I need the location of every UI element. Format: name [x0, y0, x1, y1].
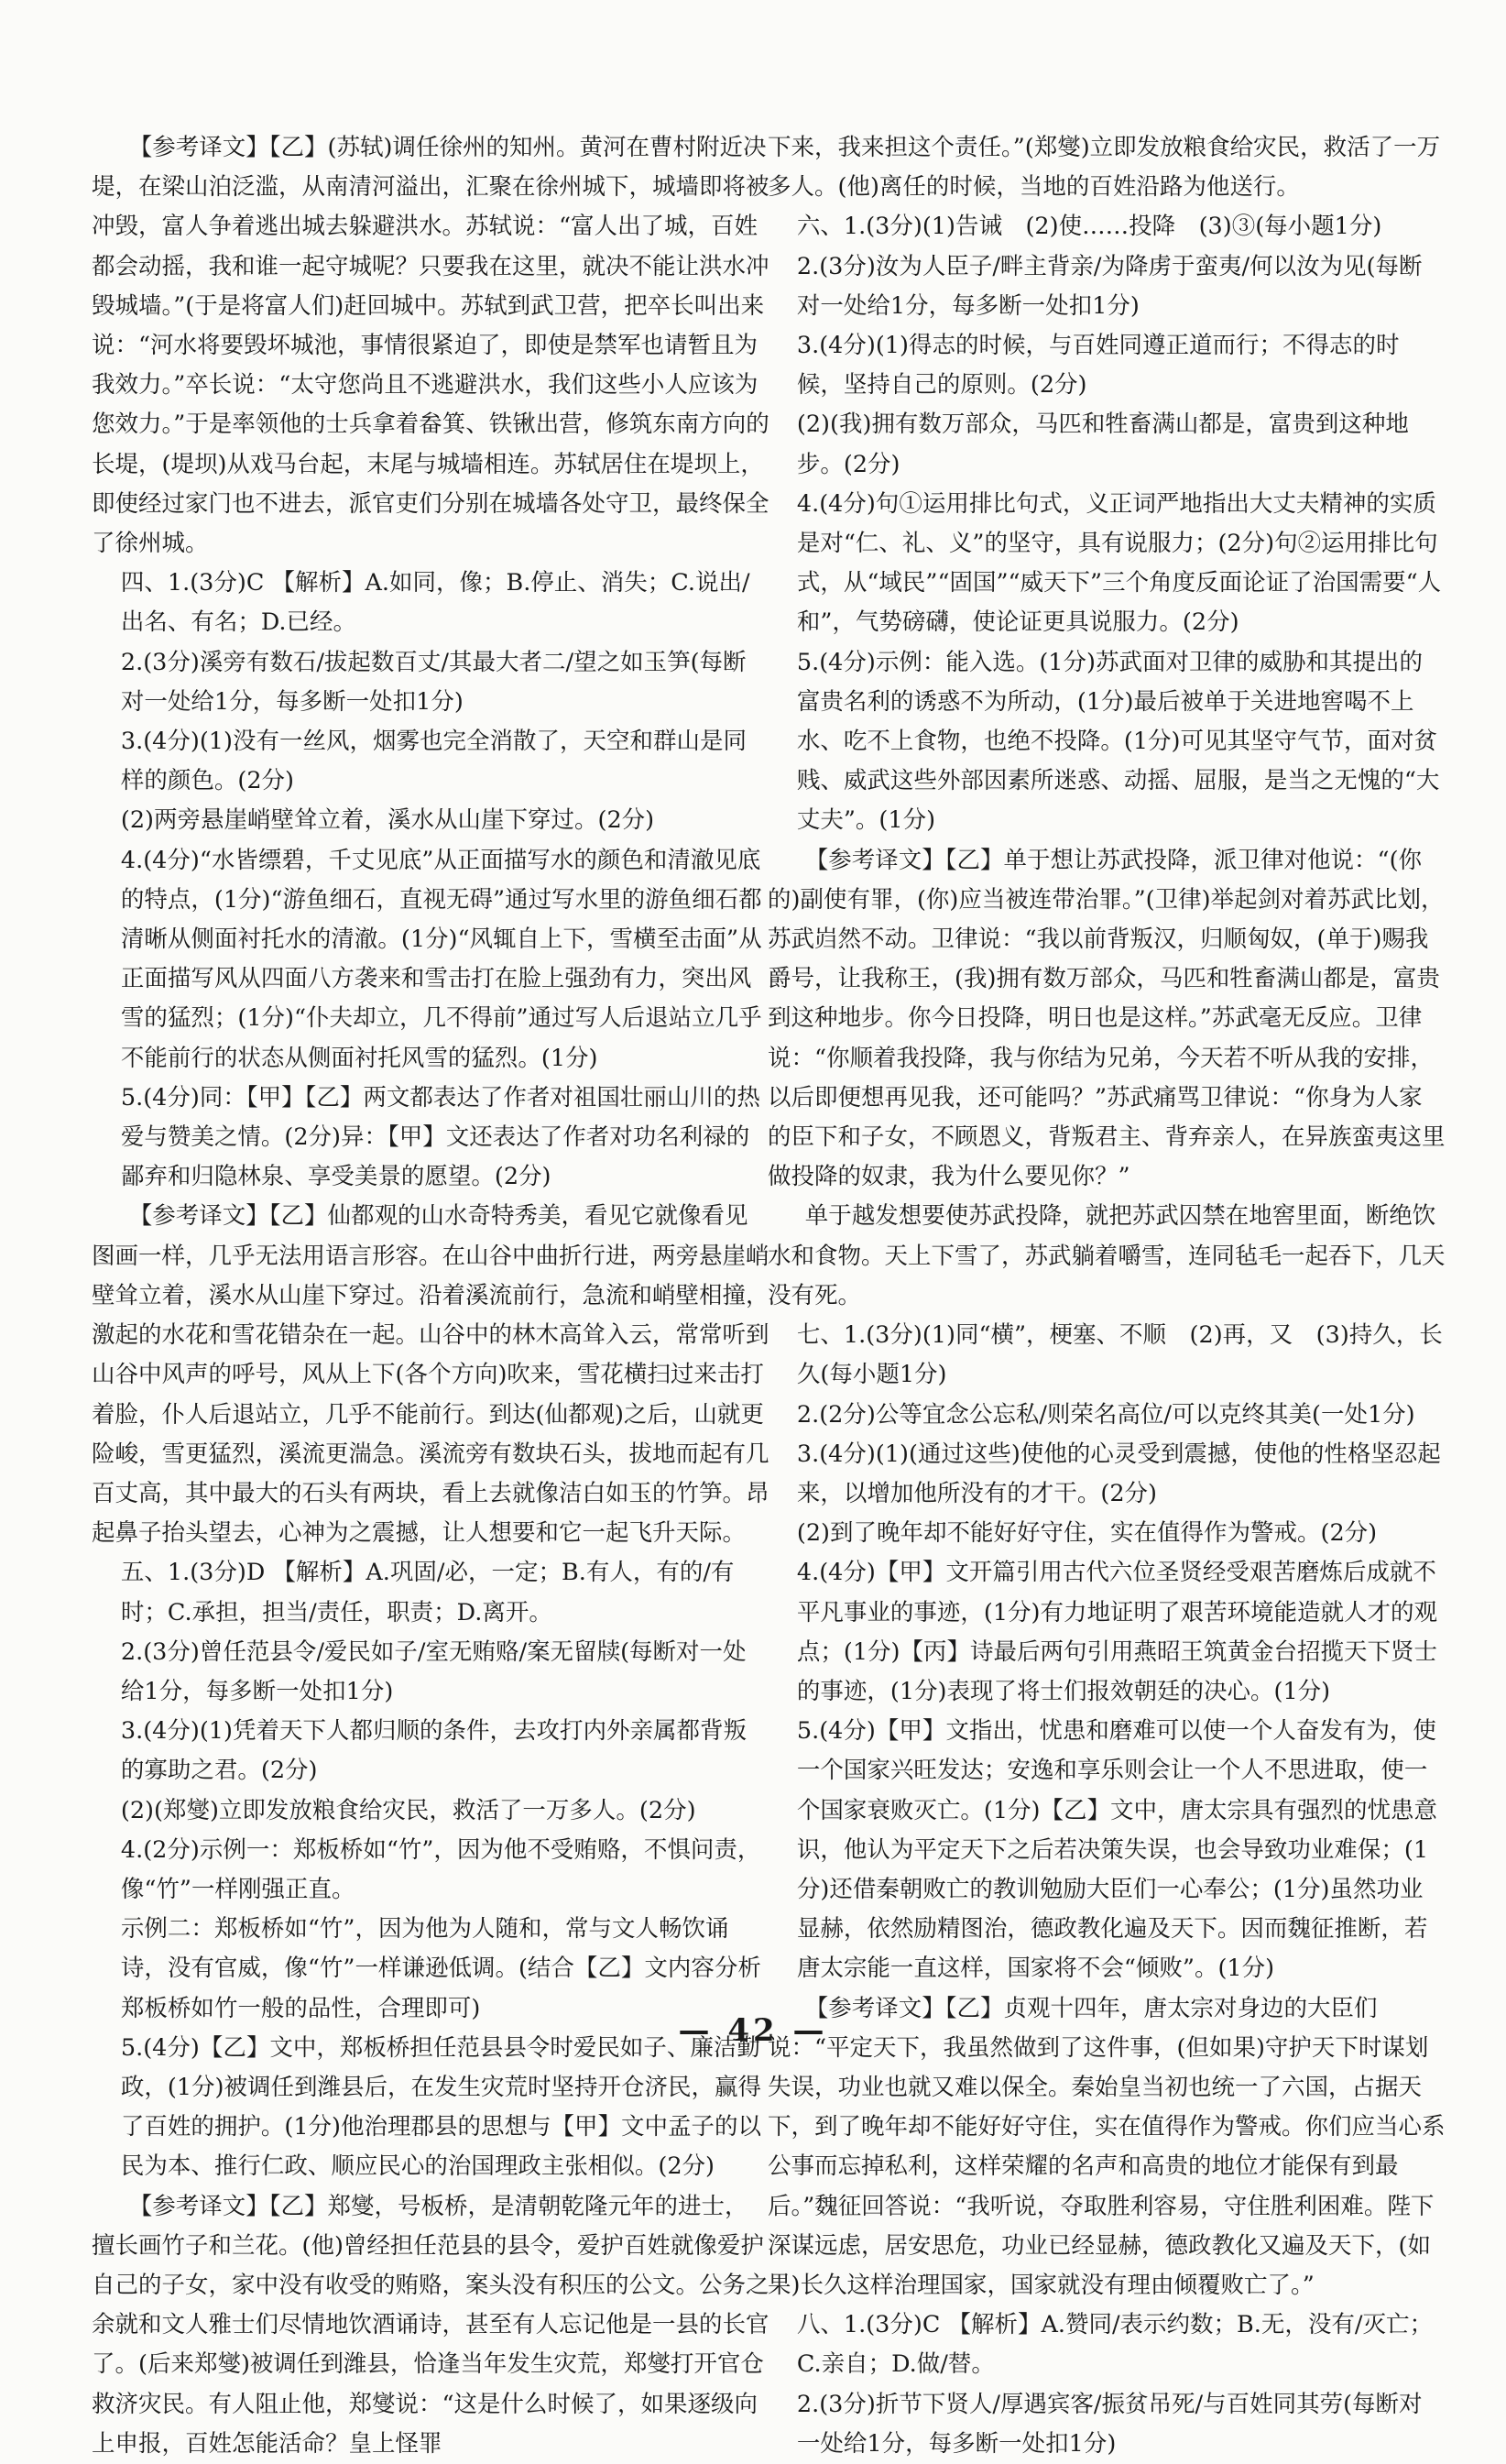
translation-paragraph: 【参考译文】【乙】单于想让苏武投降，派卫律对他说：“(你的)副使有罪，(你)应当被连带治罪。”(卫律)举起剑对着苏武比划，苏武岿然不动。卫律说：“我以前背叛汉，归顺匈奴，(单于)赐我爵号，让我称王，(我)拥有数万部众，马匹和牲畜满山都是，富贵到这种地步。你今日投降，明日也是这样。”苏武毫无反应。卫律说：“你顺着我投降，我与你结为兄弟，今天若不听从我的安排，以后即便想再见我，还可能吗？”苏武痛骂卫律说：“你身为人家的臣下和子女，不顾恩义，背叛君主、背弃亲人，在异族蛮夷这里做投降的奴隶，我为什么要见你？”	[768, 846, 1446, 1191]
answer-item: 2.(3分)曾任范县令/爱民如子/室无贿赂/案无留牍(每断对一处给1分，每多断一处扣1分)	[120, 1637, 747, 1705]
answer-item: 3.(4分)(1)得志的时候，与百姓同遵正道而行；不得志的时候，坚持自己的原则。(2分)	[796, 332, 1400, 400]
answer-item: 5.(4分)同：【甲】【乙】两文都表达了作者对祖国壮丽山川的热爱与赞美之情。(2分)异：【甲】文还表达了作者对功名利禄的鄙弃和归隐林泉、享受美景的愿望。(2分)	[120, 1083, 760, 1191]
answer-item: 4.(4分)【甲】文开篇引用古代六位圣贤经受艰苦磨炼后成就不平凡事业的事迹，(1分)有力地证明了艰苦环境能造就人才的观点；(1分)【丙】诗最后两句引用燕昭王筑黄金台招揽天下贤士的事迹，(1分)表现了将士们报效朝廷的决心。(1分)	[796, 1559, 1437, 1705]
answer-item: 2.(3分)折节下贤人/厚遇宾客/振贫吊死/与百姓同其劳(每断对一处给1分，每多断一处扣1分)	[796, 2390, 1423, 2458]
answer-item: 七、1.(3分)(1)同“横”，梗塞、不顺 (2)再，又 (3)持久，长久(每小题1分)	[796, 1321, 1443, 1389]
answer-item: 八、1.(3分)C 【解析】A.赞同/表示约数；B.无，没有/灭亡；C.亲自；D.做/替。	[796, 2311, 1433, 2379]
translation-paragraph: 【参考译文】【乙】贞观十四年，唐太宗对身边的大臣们说：“平定天下，我虽然做到了这件事，(但如果)守护天下时谋划失误，功业也就又难以保全。秦始皇当初也统一了六国，占据天下，到了晚年却不能好好守住，实在值得作为警戒。你们应当心系公事而忘掉私利，这样荣耀的名声和高贵的地位才能保有到最后。”魏征回答说：“我听说，夺取胜利容易，守住胜利困难。陛下深谋远虑，居安思危，功业已经显赫，德政教化又遍及天下，(如果)长久这样治理国家，国家就没有理由倾覆败亡了。”	[768, 1994, 1446, 2299]
answer-item: 5.(4分)【甲】文指出，忧患和磨难可以使一个人奋发有为，使一个国家兴旺发达；安逸和享乐则会让一个人不思进取，使一个国家衰败灭亡。(1分)【乙】文中，唐太宗具有强烈的忧患意识，他认为平定天下之后若决策失误，也会导致功业难保；(1分)还借秦朝败亡的教训勉励大臣们一心奉公；(1分)虽然功业显赫，依然励精图治，德政教化遍及天下。因而魏征推断，若唐太宗能一直这样，国家将不会“倾败”。(1分)	[796, 1717, 1437, 1983]
answer-item: (2)两旁悬崖峭壁耸立着，溪水从山崖下穿过。(2分)	[120, 806, 655, 835]
answer-item: 2.(3分)汝为人臣子/畔主背亲/为降虏于蛮夷/何以汝为见(每断对一处给1分，每多断一处扣1分)	[796, 252, 1423, 320]
right-column	[768, 128, 1446, 2464]
answer-item: 5.(4分)示例：能入选。(1分)苏武面对卫律的威胁和其提出的富贵名利的诱惑不为所动，(1分)最后被单于关进地窖喝不上水、吃不上食物，也绝不投降。(1分)可见其坚守气节，面对贫贱、威武这些外部因素所迷惑、动摇、屈服，是当之无愧的“大丈夫”。(1分)	[796, 648, 1440, 835]
answer-item: 2.(3分)溪旁有数石/拔起数百丈/其最大者二/望之如玉笋(每断对一处给1分，每多断一处扣1分)	[120, 648, 747, 716]
answer-item: 示例二：郑板桥如“竹”，因为他为人随和，常与文人畅饮诵诗，没有官威，像“竹”一样谦逊低调。(结合【乙】文内容分析郑板桥如竹一般的品性，合理即可)	[120, 1915, 761, 2022]
answer-item: 五、1.(3分)D 【解析】A.巩固/必，一定；B.有人，有的/有时；C.承担，担当/责任，职责；D.离开。	[120, 1559, 735, 1626]
left-column	[92, 128, 769, 2464]
answer-item: 2.(2分)公等宜念公忘私/则荣名高位/可以克终其美(一处1分)	[796, 1400, 1415, 1429]
answer-item: 六、1.(3分)(1)告诫 (2)使……投降 (3)③(每小题1分)	[796, 213, 1382, 241]
answer-item: 3.(4分)(1)凭着天下人都归顺的条件，去攻打内外亲属都背叛的寡助之君。(2分)	[120, 1717, 747, 1785]
answer-item: 4.(4分)“水皆缥碧，千丈见底”从正面描写水的颜色和清澈见底的特点，(1分)“游鱼细石，直视无碍”通过写水里的游鱼细石都清晰从侧面衬托水的清澈。(1分)“风辄自上下，雪横至击面”从正面描写风从四面八方袭来和雪击打在脸上强劲有力，突出风雪的猛烈；(1分)“仆夫却立，几不得前”通过写人后退站立几乎不能前行的状态从侧面衬托风雪的猛烈。(1分)	[120, 846, 762, 1072]
translation-paragraph: 【参考译文】【乙】(苏轼)调任徐州的知州。黄河在曹村附近决堤，在梁山泊泛滥，从南清河溢出，汇聚在徐州城下，城墙即将被冲毁，富人争着逃出城去躲避洪水。苏轼说：“富人出了城，百姓都会动摇，我和谁一起守城呢？只要我在这里，就决不能让洪水冲毁城墙。”(于是将富人们)赶回城中。苏轼到武卫营，把卒长叫出来说：“河水将要毁坏城池，事情很紧迫了，即使是禁军也请暂且为我效力。”卒长说：“太守您尚且不逃避洪水，我们这些小人应该为您效力。”于是率领他的士兵拿着畚箕、铁锹出营，修筑东南方向的长堤，(堤坝)从戏马台起，末尾与城墙相连。苏轼居住在堤坝上，即使经过家门也不进去，派官吏们分别在城墙各处守卫，最终保全了徐州城。	[92, 134, 769, 558]
answer-item: (2)(郑燮)立即发放粮食给灾民，救活了一万多人。(2分)	[120, 1796, 696, 1824]
answer-item: 4.(4分)句①运用排比句式，义正词严地指出大丈夫精神的实质是对“仁、礼、义”的坚守，具有说服力；(2分)句②运用排比句式，从“域民”“固国”“威天下”三个角度反面论证了治国需要“人和”，气势磅礴，使论证更具说服力。(2分)	[796, 489, 1442, 637]
answer-item: 3.(4分)(1)没有一丝风，烟雾也完全消散了，天空和群山是同样的颜色。(2分)	[120, 728, 747, 795]
answer-item: 4.(2分)示例一：郑板桥如“竹”，因为他不受贿赂，不惧问责，像“竹”一样刚强正直。	[120, 1835, 761, 1903]
answer-item: 5.(4分)【乙】文中，郑板桥担任范县县令时爱民如子、廉洁勤政，(1分)被调任到潍县后，在发生灾荒时坚持开仓济民，赢得了百姓的拥护。(1分)他治理郡县的思想与【甲】文中孟子的以民为本、推行仁政、顺应民心的治国理政主张相似。(2分)	[120, 2033, 761, 2181]
translation-paragraph: 【参考译文】【乙】仙都观的山水奇特秀美，看见它就像看见图画一样，几乎无法用语言形容。在山谷中曲折行进，两旁悬崖峭壁耸立着，溪水从山崖下穿过。沿着溪流前行，急流和峭壁相撞，激起的水花和雪花错杂在一起。山谷中的林木高耸入云，常常听到山谷中风声的呼号，风从上下(各个方向)吹来，雪花横扫过来击打着脸，仆人后退站立，几乎不能前行。到达(仙都观)之后，山就更险峻，雪更猛烈，溪流更湍急。溪流旁有数块石头，拔地而起有几百丈高，其中最大的石头有两块，看上去就像洁白如玉的竹笋。昂起鼻子抬头望去，心神为之震撼，让人想要和它一起飞升天际。	[92, 1202, 769, 1548]
translation-paragraph: 单于越发想要使苏武投降，就把苏武囚禁在地窖里面，断绝饮水和食物。天上下雪了，苏武躺着嚼雪，连同毡毛一起吞下，几天没有死。	[768, 1202, 1446, 1309]
answer-item: (2)(我)拥有数万部众，马匹和牲畜满山都是，富贵到这种地步。(2分)	[796, 411, 1409, 478]
answer-item: (2)到了晚年却不能好好守住，实在值得作为警戒。(2分)	[796, 1519, 1378, 1548]
answer-item: 3.(4分)(1)(通过这些)使他的心灵受到震撼，使他的性格坚忍起来，以增加他所没有的才干。(2分)	[796, 1440, 1441, 1507]
answer-item: 四、1.(3分)C 【解析】A.如同，像；B.停止、消失；C.说出/出名、有名；D.已经。	[120, 569, 750, 637]
translation-paragraph: 【参考译文】【乙】郑燮，号板桥，是清朝乾隆元年的进士，擅长画竹子和兰花。(他)曾经担任范县的县令，爱护百姓就像爱护自己的子女，家中没有收受的贿赂，案头没有积压的公文。公务之余就和文人雅士们尽情地饮酒诵诗，甚至有人忘记他是一县的长官了。(后来郑燮)被调任到潍县，恰逢当年发生灾荒，郑燮打开官仓救济灾民。有人阻止他，郑燮说：“这是什么时候了，如果逐级向上申报，百姓怎能活命？皇上怪罪	[92, 2192, 769, 2458]
page-number: — 42 —	[678, 2012, 828, 2049]
translation-continuation: 下来，我来担这个责任。”(郑燮)立即发放粮食给灾民，救活了一万多人。(他)离任的时候，当地的百姓沿路为他送行。	[768, 134, 1441, 202]
